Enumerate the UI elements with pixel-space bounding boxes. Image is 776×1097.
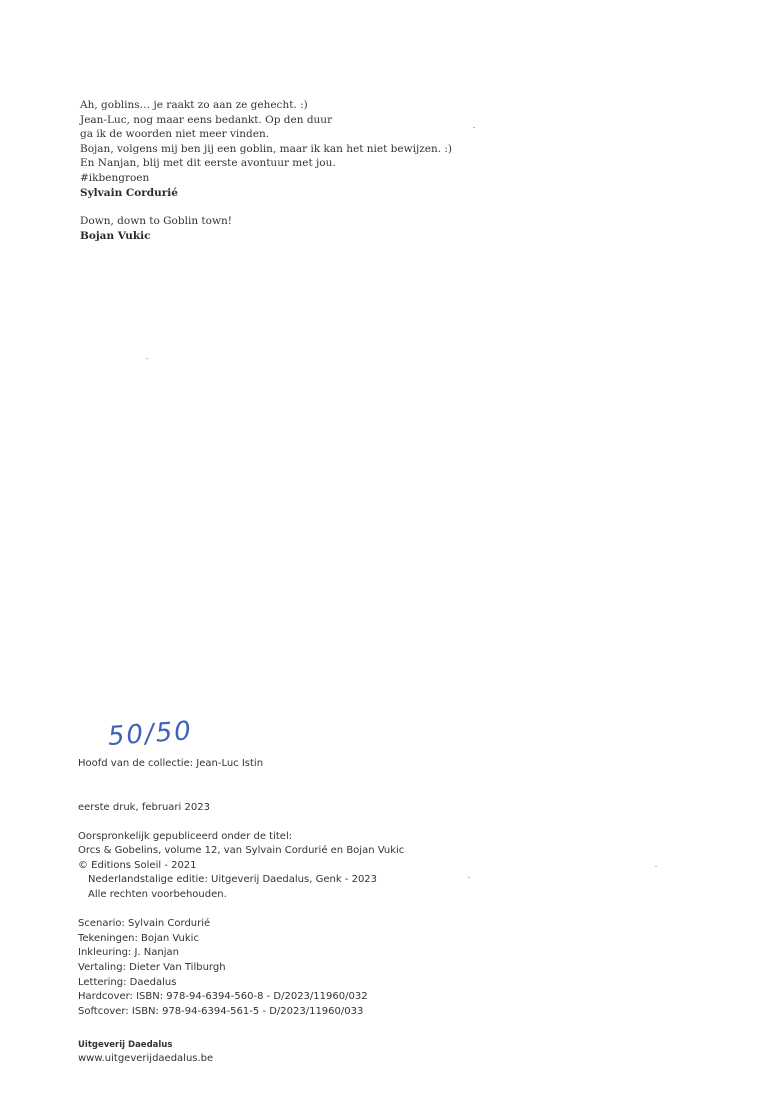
credit-line: Scenario: Sylvain Cordurié bbox=[78, 918, 211, 930]
handwritten-edition-number: 50/50 bbox=[106, 716, 194, 752]
paper-speck bbox=[655, 866, 657, 867]
credit-line: Inkleuring: J. Nanjan bbox=[78, 947, 179, 959]
dedication-line: Ah, goblins… je raakt zo aan ze gehecht. :) bbox=[80, 99, 308, 111]
colophon-block bbox=[78, 757, 404, 1067]
spacer bbox=[78, 786, 404, 801]
credit-line: Lettering: Daedalus bbox=[78, 976, 177, 988]
credit-line: Vertaling: Dieter Van Tilburgh bbox=[78, 961, 226, 973]
dedication-line: #ikbengroen bbox=[80, 171, 150, 184]
original-line: Orcs & Gobelins, volume 12, van Sylvain Cordurié en Bojan Vukic bbox=[78, 845, 405, 857]
dedication-block bbox=[80, 98, 452, 243]
dedication-line: En Nanjan, blij met dit eerste avontuur met jou. bbox=[80, 157, 336, 170]
spacer bbox=[78, 903, 404, 918]
original-line: © Editions Soleil - 2021 bbox=[78, 859, 197, 871]
spacer bbox=[80, 200, 452, 214]
spacer bbox=[78, 815, 404, 830]
publisher-name: Uitgeverij Daedalus bbox=[78, 1039, 173, 1050]
dedication-line: Jean-Luc, nog maar eens bedankt. Op den duur bbox=[80, 113, 333, 126]
dedication-signature: Sylvain Cordurié bbox=[80, 186, 178, 199]
spacer bbox=[78, 772, 404, 787]
collection-head: Hoofd van de collectie: Jean-Luc Istin bbox=[78, 758, 264, 769]
paper-speck bbox=[146, 358, 148, 359]
publisher-website: www.uitgeverijdaedalus.be bbox=[78, 1053, 214, 1065]
paper-speck bbox=[473, 127, 475, 128]
dedication-line: Down, down to Goblin town! bbox=[80, 215, 232, 228]
original-line: Oorspronkelijk gepubliceerd onder de titel: bbox=[78, 830, 293, 842]
edition-line: eerste druk, februari 2023 bbox=[78, 801, 210, 813]
credit-line: Hardcover: ISBN: 978-94-6394-560-8 - D/2023/11960/032 bbox=[78, 991, 368, 1003]
dedication-line: Bojan, volgens mij ben jij een goblin, maar ik kan het niet bewijzen. :) bbox=[80, 142, 453, 155]
dedication-signature: Bojan Vukic bbox=[80, 229, 151, 242]
credit-line: Softcover: ISBN: 978-94-6394-561-5 - D/2023/11960/033 bbox=[78, 1005, 364, 1017]
paper-speck bbox=[468, 877, 470, 878]
spacer bbox=[78, 1019, 404, 1034]
rights-line: Alle rechten voorbehouden. bbox=[88, 889, 227, 901]
dutch-edition-line: Nederlandstalige editie: Uitgeverij Daedalus, Genk - 2023 bbox=[88, 874, 378, 886]
dedication-line: ga ik de woorden niet meer vinden. bbox=[80, 128, 270, 141]
credit-line: Tekeningen: Bojan Vukic bbox=[78, 932, 199, 944]
